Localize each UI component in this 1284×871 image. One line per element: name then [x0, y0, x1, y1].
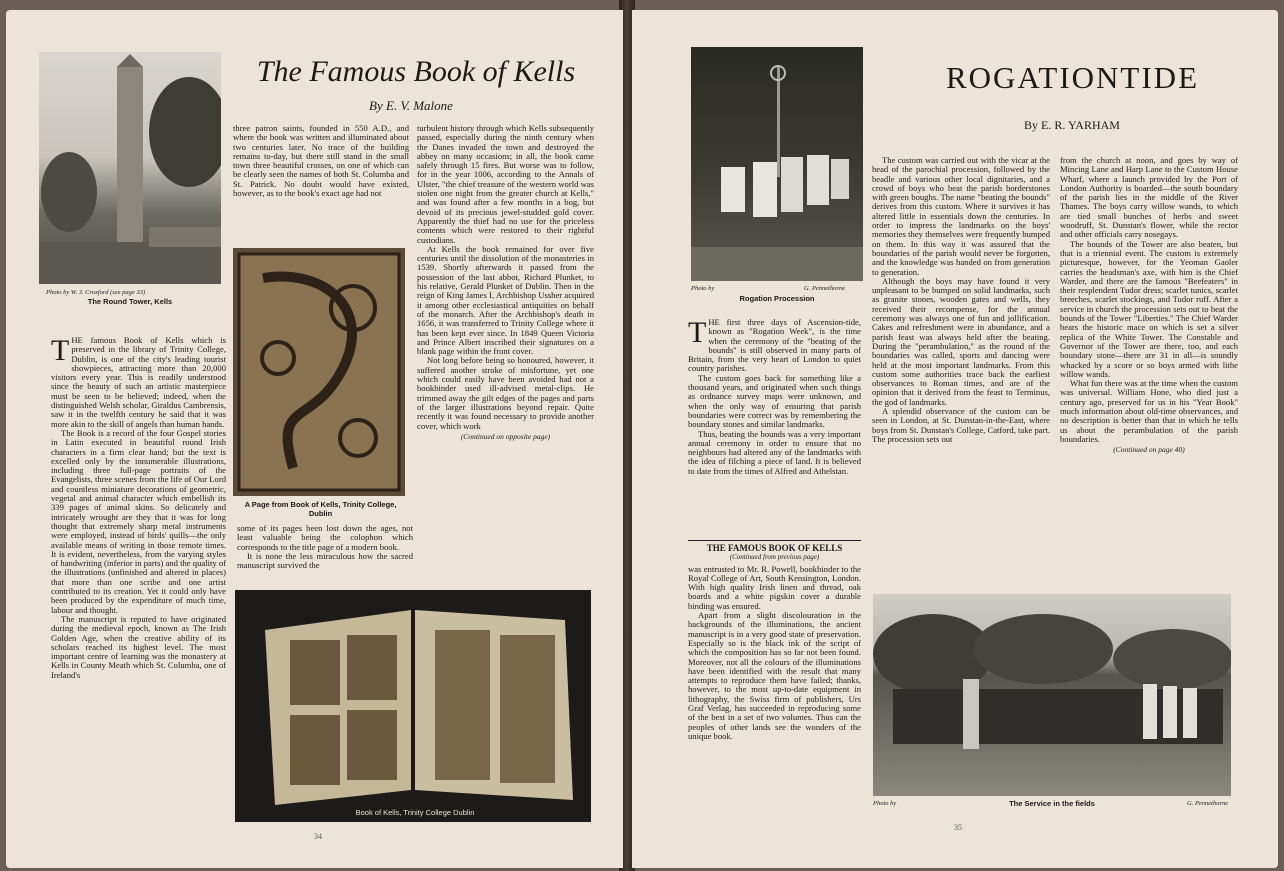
- article-title: ROGATIONTIDE: [945, 60, 1200, 95]
- paragraph: The custom was carried out with the vicar at the head of the parochial procession, followed by the beadle and various other local dignitaries, and a crowd of boys who beat the parish borderstones with green boughs. The name "beating the bounds" derives from this custom. Where it survives it has altered little in essentials down the centuries. In order to impress the landmarks on the boys' memories they themselves were frequently bumped on them. In this way it was assured that the boundaries of the parish would never be forgotten, and the knowledge was handed on from generation to generation.: [872, 155, 1050, 277]
- left-column-1: [51, 336, 226, 828]
- service-caption: The Service in the fields: [1009, 799, 1095, 808]
- round-tower-credit: Photo by W. J. Croxford (see page 33): [46, 289, 146, 296]
- paragraph: Apart from a slight discolouration in the backgrounds of the illuminations, the ancient manuscript is in a very good state of preservation. Especially so is the black ink of the script of which the composition has so far not been found. Moreover, not all the colours of the illuminations have been identified with the result that many attempts to reproduce them have failed; thanks, however, to the most up-to-date equipment in lithography, the Swiss firm of publishers, Urs Graf Verlag, has succeeded in reproducing some of the best in a set of two volumes. Thus can the peoples of other lands see the wonders of the unique book.: [688, 610, 861, 741]
- round-tower-illustration: [39, 52, 221, 284]
- open-book-caption: Book of Kells, Trinity College Dublin: [355, 808, 475, 817]
- paragraph: turbulent history through which Kells subsequently passed, especially during the ninth century when the Danes invaded the town and destroyed the abbey on many occasions; in all, the book came safely through 15 fires. But worse was to follow, for in the year 1006, according to the Annals of Ulster, "the chief treasure of the western world was stolen one night from the greater church at Kells," and was found after a few months in a bog, but devoid of its precious jewel-studded gold cover. Apparently the thief had no use for the priceless contents which were restored to their rightful custodians.: [417, 123, 594, 245]
- continued-note: (Continued on opposite page): [460, 431, 551, 441]
- paragraph: HE first three days of Ascension-tide, known as "Rogation Week", is the time when the ceremony of the "beating of the bounds" is still observed in many parts of Britain, from the very heart of London to quiet country parishes.: [688, 317, 861, 374]
- article-title: The Famous Book of Kells: [256, 55, 576, 88]
- paragraph: three patron saints, founded in 550 A.D., and where the book was written and illuminated about two centuries later. No trace of the building remains to-day, but there still stand in the small town three beautiful crosses, on one of which can be clearly seen the names of both St. Columba and St. Patrick. No doubt would have existed, however, as to the book's exact age had not: [233, 123, 409, 199]
- round-tower-caption: The Round Tower, Kells: [87, 297, 173, 306]
- paragraph: The bounds of the Tower are also beaten, but that is a triennial event. The custom is extremely picturesque, however, for the Yeoman Gaoler carries the headsman's axe, with him is the Chief Warder, and there are the famous "Beefeaters" in their resplendent Tudor dress; scarlet tunics, scarlet breeches, scarlet stockings, and Tudor ruff. After a service in church the procession sets out to beat the bounds of the Tower "Liberties." The Chief Warder bears the historic mace on which is set a silver replica of the White Tower. The Constable and Governor of the Tower are there, too, and each boundary stone—there are 31 in all—is soundly whacked by a score or so boys armed with lithe willow wands.: [1060, 238, 1238, 379]
- paragraph: Not long before being so honoured, however, it suffered another stroke of misfortune, yet one which could easily have been avoided had not a bookbinder used ill-advised metal-clips. He trimmed away the gilt edges of the pages and parts of the larger illustrations beyond repair. Quite recently it was found necessary to provide another cover, which work: [417, 355, 594, 431]
- right-column-3: [1060, 156, 1238, 596]
- paragraph: from the church at noon, and goes by way of Mincing Lane and Harp Lane to the Custom House Wharf, where a launch provided by the Port of London Authority is boarded—the south boundary of the parish lies in the middle of the River Thames. The boys carry willow wands, to which are tied small bunches of herbs and sweet woodruff, St. Dunstan's flower, while the rector and other officials carry nosegays.: [1060, 155, 1238, 240]
- paragraph: It is none the less miraculous how the sacred manuscript survived the: [237, 550, 413, 571]
- kells-page-caption: A Page from Book of Kells, Trinity College, Dublin: [244, 500, 397, 518]
- left-page: [6, 10, 623, 868]
- article-byline: By E. V. Malone: [369, 98, 453, 113]
- kells-continuation-box: [688, 540, 861, 830]
- paragraph: Thus, beating the bounds was a very important annual ceremony in order to ensure that no neighbours had altered any of the landmarks with the idea of filching a piece of land. It is believed to date from the times of Alfred and Athelstan.: [688, 428, 861, 476]
- paragraph: HE famous Book of Kells which is preserved in the library of Trinity College, Dublin, is one of the city's leading tourist showpieces, attracting more than 20,000 visitors every year. This is readily understood since the beauty of such an artistic masterpiece must be seen to be believed; indeed, when the distinguished Welsh scholar, Giraldus Cambrensis, saw it in the twelfth century he said that it was more akin to the skill of angels than human hands.: [51, 335, 226, 429]
- paragraph: The manuscript is reputed to have originated during the medieval epoch, known as The Irish Golden Age, when the creative ability of its scholars reached its highest level. The most important centre of learning was the monastery at Kells in County Meath which St. Columba, one of Ireland's: [51, 613, 226, 680]
- page-number: 35: [954, 823, 962, 832]
- drop-cap: T: [688, 316, 707, 349]
- rogation-procession-photo: [691, 47, 863, 281]
- service-fields-photo: [873, 594, 1231, 796]
- page-number: 34: [314, 832, 322, 841]
- illuminated-page-illustration: [233, 248, 405, 496]
- paragraph: The custom goes back for something like a thousand years, and originated when such things as ordnance survey maps were unknown, and when the only way of ensuring that parish boundaries were correct was by remembering the boundary stones and similar landmarks.: [688, 372, 861, 430]
- field-service-illustration: [873, 594, 1231, 796]
- paragraph: At Kells the book remained for over five centuries until the dissolution of the monasteries in 1539. Shortly afterwards it passed from the possession of the last abbot, Richard Plunket, to his relative, Gerald Plunket of Dublin. Then in the reign of King James I, Archbishop Ussher acquired it among other ecclesiastical antiquities on behalf of the monarch. After the Archbishop's death in 1656, it was transferred to Trinity College where it has been kept ever since. In 1849 Queen Victoria and Prince Albert inscribed their signatures on a blank page within the front cover.: [417, 243, 594, 357]
- paragraph: was entrusted to Mr. R. Powell, bookbinder to the Royal College of Art, South Kensington, London. With high quality Irish linen and thread, oak boards and a white pigskin cover a durable binding was ensured.: [688, 563, 861, 611]
- procession-illustration: [691, 47, 863, 281]
- kells-page-photo: [233, 248, 405, 496]
- left-column-2b: [237, 524, 413, 590]
- right-page: [632, 10, 1278, 868]
- drop-cap: T: [51, 334, 70, 367]
- right-column-2: [872, 156, 1050, 586]
- continuation-heading: THE FAMOUS BOOK OF KELLS: [688, 540, 861, 553]
- paragraph: Although the boys may have found it very unpleasant to be bumped on solid landmarks, such as granite stones, wooden gates and wells, they received their recompense, for the annual ceremony was always one of fun and jollification. Cakes and refreshment were in abundance, and a parish feast was always held after the beating. During the "perambulation," as the round of the boundaries was called, sports and dancing were held at the most important landmarks. From this custom some authorities trace back the earliest observances to Roman times, and are of the opinion that it derived from the feast to Terminus, the god of landmarks.: [872, 275, 1050, 407]
- procession-credit-left: Photo by: [691, 285, 715, 292]
- open-book-photo: [235, 590, 591, 822]
- continuation-subheading: (Continued from previous page): [729, 553, 820, 562]
- left-column-3: [417, 124, 594, 594]
- service-credit-left: Photo by: [873, 800, 897, 807]
- open-book-illustration: [235, 590, 591, 822]
- paragraph: A splendid observance of the custom can be seen in London, at St. Dunstan-in-the-East, where boys from St. Dunstan's College, Catford, take part. The procession sets out: [872, 406, 1050, 444]
- article-byline: By E. R. YARHAM: [1024, 118, 1120, 132]
- service-credit-right: G. Pennethorne: [1187, 800, 1229, 807]
- right-column-1: [688, 318, 861, 538]
- paragraph: What fun there was at the time when the custom was universal. William Hone, who died just a century ago, preserved for us in his "Year Book" much information about old-time observances, and no description is better than that in which he tells us about the perambulation of the parish boundaries.: [1060, 378, 1238, 444]
- procession-caption: Rogation Procession: [739, 294, 815, 303]
- paragraph: The Book is a record of the four Gospel stories in Latin executed in beautiful round Irish characters in a firm clear hand; but the text is excelled only by the innumerable illustrations, including three full-page portraits of the Evangelists, three scenes from the life of Our Lord and countless miniature decorations of geometric, vegetal and animal character which embellish its 339 pages of animal skins. So delicately and intricately wrought are they that it was for long thought that extremely sharp metal instruments were employed, instead of birds' quills—the only available means of writing in those remote times. It is evident, nevertheless, from the varying styles of handwriting (inferior in parts) and the quality of the illustrations (unfinished and altered in places) that more than one scribe and one artist contributed to its creation. Yet it could only have been produced by the expenditure of much time, labour and thought.: [51, 427, 226, 615]
- round-tower-photo: [39, 52, 221, 284]
- continued-note: (Continued on page 40): [1113, 445, 1185, 455]
- paragraph: some of its pages been lost down the ages, not least valuable being the colophon which corresponds to the title page of a modern book.: [237, 523, 413, 552]
- left-column-2: [233, 124, 409, 254]
- procession-credit-right: G. Pennethorne: [804, 285, 846, 292]
